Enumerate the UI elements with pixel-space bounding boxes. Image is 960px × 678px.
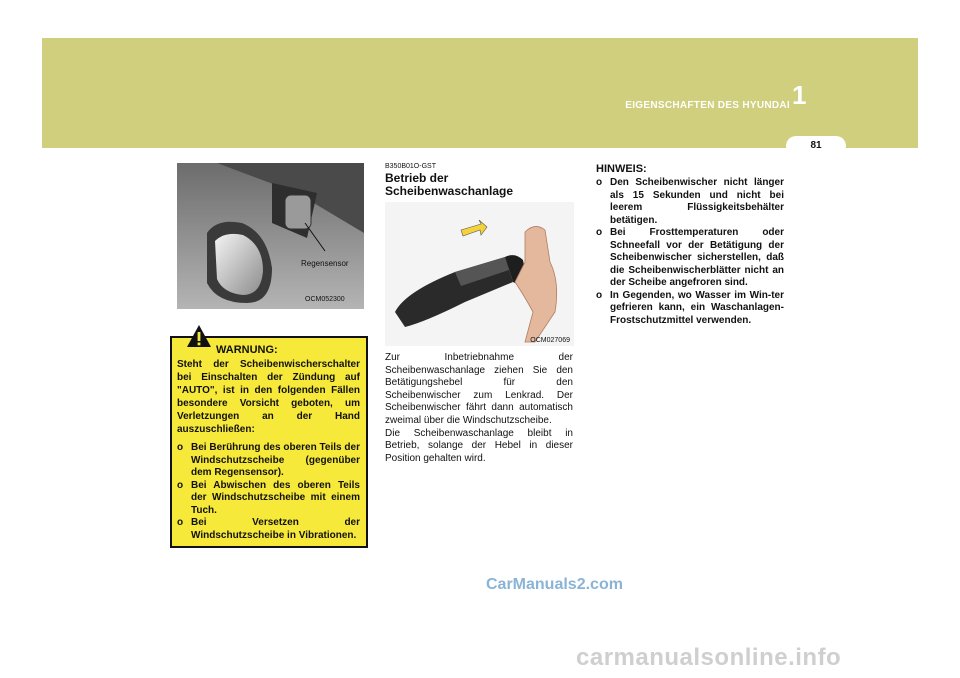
section-heading: Betrieb der Scheibenwaschanlage [385, 171, 514, 198]
wiper-lever-photo [385, 202, 574, 346]
bullet: o [596, 177, 603, 188]
paragraph: Die Scheibenwaschanlage bleibt in Betrieb, solange der Hebel in dieser Position gehalten wird. [385, 427, 573, 464]
hinweis-title: HINWEIS: [596, 163, 647, 175]
list-item-text: Bei Versetzen der Windschutzscheibe in Vibrationen. [191, 517, 360, 541]
warning-intro: Steht der Scheibenwischerschalter bei Einschalten der Zündung auf "AUTO", ist in den folgenden Fällen besondere Vorsicht geboten, um Verletzungen an der Hand auszuschließen: [177, 359, 360, 435]
rain-sensor-illustration [177, 163, 364, 309]
bullet: o [177, 517, 184, 528]
watermark-link[interactable]: CarManuals2.com [486, 576, 623, 593]
list-item [596, 227, 784, 290]
rain-sensor-photo [177, 163, 364, 309]
list-item-text: Bei Abwischen des oberen Teils der Windschutzscheibe mit einem Tuch. [191, 479, 360, 516]
list-item-text: Den Scheibenwischer nicht länger als 15 Sekunden und nicht bei leerem Flüssigkeitsbehälter betätigen. [610, 177, 784, 226]
header-band [42, 38, 918, 148]
chapter-number: 1 [792, 80, 807, 110]
list-item-text: In Gegenden, wo Wasser im Win-ter gefrieren kann, ein Waschanlagen-Frostschutzmittel verwenden. [610, 289, 784, 326]
bullet: o [177, 442, 184, 453]
warning-list [177, 442, 360, 542]
hinweis-block [596, 163, 784, 327]
hinweis-list [596, 177, 784, 327]
figure-code: OCM052300 [305, 296, 345, 303]
warning-triangle-icon [186, 324, 212, 348]
list-item [596, 177, 784, 227]
bullet: o [596, 289, 603, 301]
bullet: o [596, 227, 603, 238]
list-item [596, 290, 784, 328]
section-body [385, 352, 573, 465]
list-item [177, 517, 360, 542]
bullet: o [177, 479, 184, 491]
rain-sensor-label: Regensensor [301, 259, 349, 268]
section-title: EIGENSCHAFTEN DES HYUNDAI [625, 100, 790, 111]
paragraph: Zur Inbetriebnahme der Scheibenwaschanlage ziehen Sie den Betätigungshebel für den Scheibenwischer zum Lenkrad. Der Scheibenwischer fährt dann automatisch zweimal über die Windschutzscheibe. [385, 352, 573, 426]
list-item [177, 442, 360, 480]
wiper-lever-illustration [385, 202, 574, 346]
warning-box [170, 336, 368, 548]
page-number: 81 [810, 140, 822, 151]
figure-code: OCM027069 [530, 337, 570, 344]
section-code: B350B01O-GST [385, 163, 436, 170]
warning-title: WARNUNG: [216, 344, 278, 356]
list-item-text: Bei Frosttemperaturen oder Schneefall vor der Betätigung der Scheibenwischer sicherstellen, daß die Scheibenwischerblätter nicht an der Scheibe angefroren sind. [610, 227, 784, 288]
list-item-text: Bei Berührung des oberen Teils der Windschutzscheibe (gegenüber dem Regensensor). [191, 442, 360, 478]
list-item [177, 480, 360, 518]
watermark-footer: carmanualsonline.info [576, 644, 842, 671]
page-tab [786, 136, 846, 156]
